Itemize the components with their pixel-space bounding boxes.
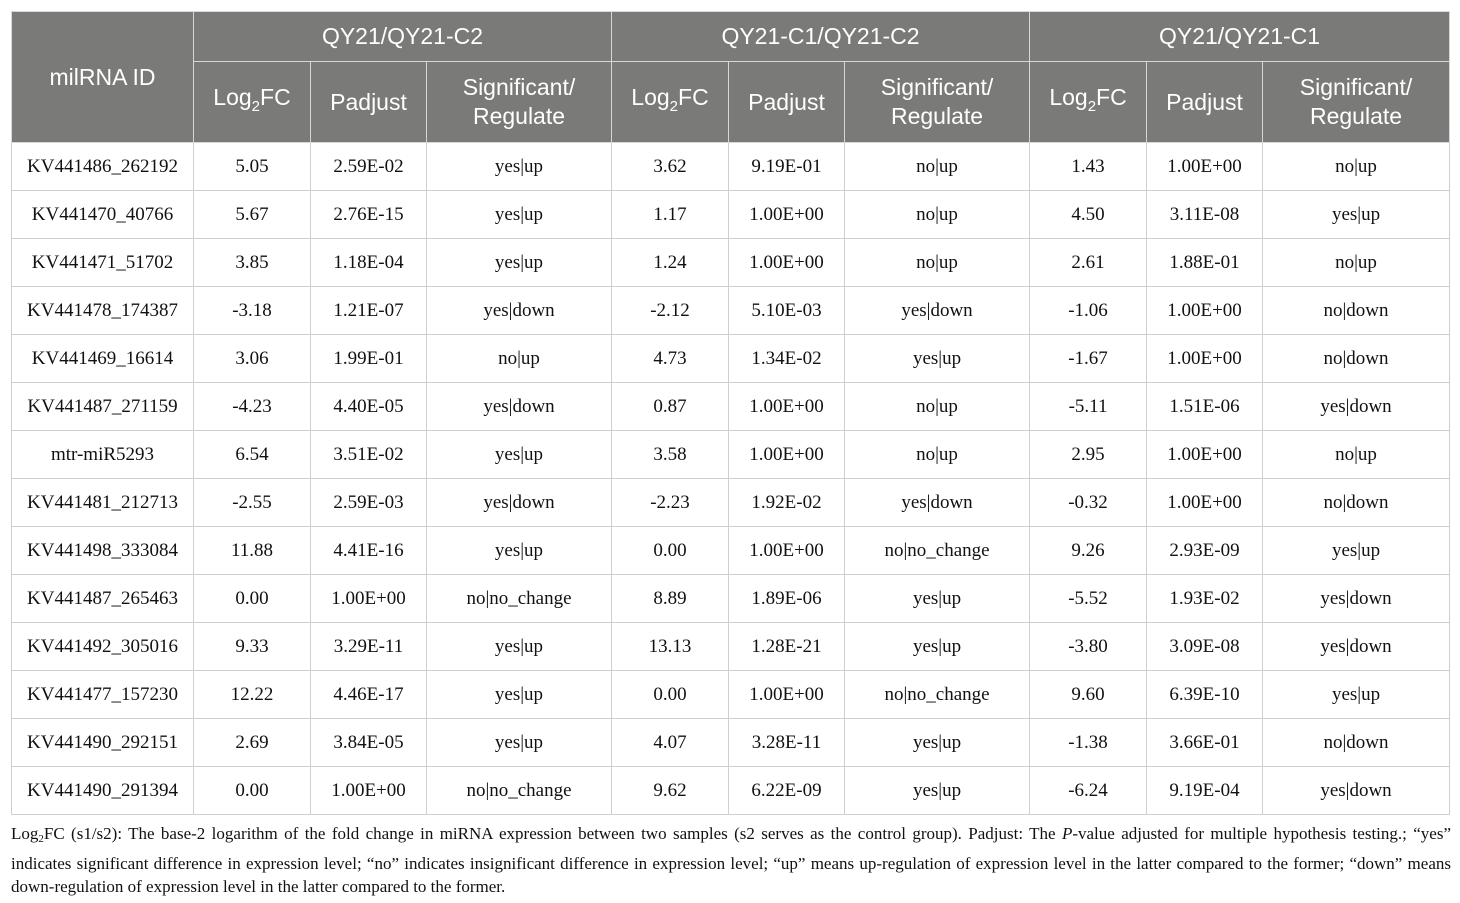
footnote-log-prefix: Log — [11, 824, 39, 843]
mirna-id-cell: KV441470_40766 — [12, 191, 194, 239]
log2fc-cell: -5.52 — [1030, 575, 1147, 623]
padjust-header: Padjust — [311, 62, 427, 143]
log2fc-cell: 9.26 — [1030, 527, 1147, 575]
log2fc-cell: 2.95 — [1030, 431, 1147, 479]
log2fc-cell: 4.73 — [612, 335, 729, 383]
log2fc-cell: 3.85 — [194, 239, 311, 287]
log2fc-cell: 3.06 — [194, 335, 311, 383]
regulate-cell: no|up — [845, 191, 1030, 239]
regulate-label: Regulate — [1309, 103, 1403, 129]
significant-label: Significant/ — [1299, 74, 1413, 100]
regulate-label: Regulate — [890, 103, 984, 129]
regulate-cell: yes|down — [427, 479, 612, 527]
log2fc-cell: -5.11 — [1030, 383, 1147, 431]
log2fc-header — [194, 62, 311, 143]
log2fc-cell: 9.62 — [612, 767, 729, 815]
footnote-part2: -value adjusted for multiple hypothesis testing.; “yes” indicates significant difference in expression level; “no” indicates insignificant difference in expression level; “up” means up-regulation of expression level in the latter compared to the former; “down” means down-regulation of expression level in the latter compared to the former. — [11, 824, 1451, 896]
padjust-header: Padjust — [1147, 62, 1263, 143]
significant-label: Significant/ — [462, 74, 576, 100]
padjust-cell: 1.00E+00 — [1147, 479, 1263, 527]
regulate-cell: yes|up — [845, 623, 1030, 671]
log2fc-cell: 0.00 — [194, 767, 311, 815]
mirna-id-cell: KV441469_16614 — [12, 335, 194, 383]
log-subscript: 2 — [251, 98, 261, 115]
table-row — [12, 527, 1450, 575]
log-suffix: FC — [1096, 84, 1127, 110]
regulate-cell: yes|up — [1263, 671, 1450, 719]
table-row — [12, 719, 1450, 767]
padjust-cell: 1.00E+00 — [1147, 431, 1263, 479]
regulate-cell: yes|down — [427, 383, 612, 431]
log2fc-cell: 13.13 — [612, 623, 729, 671]
mirna-id-cell: KV441490_291394 — [12, 767, 194, 815]
padjust-cell: 1.00E+00 — [729, 527, 845, 575]
padjust-cell: 2.76E-15 — [311, 191, 427, 239]
log2fc-cell: 12.22 — [194, 671, 311, 719]
padjust-cell: 1.51E-06 — [1147, 383, 1263, 431]
padjust-cell: 1.00E+00 — [729, 239, 845, 287]
log2fc-cell: 5.67 — [194, 191, 311, 239]
regulate-cell: yes|up — [845, 335, 1030, 383]
padjust-cell: 3.11E-08 — [1147, 191, 1263, 239]
log2fc-cell: -3.80 — [1030, 623, 1147, 671]
padjust-cell: 5.10E-03 — [729, 287, 845, 335]
table-row — [12, 575, 1450, 623]
significant-label: Significant/ — [880, 74, 994, 100]
padjust-cell: 1.00E+00 — [311, 575, 427, 623]
regulate-cell: no|up — [1263, 239, 1450, 287]
regulate-cell: yes|up — [1263, 527, 1450, 575]
footnote-p-italic: P — [1061, 824, 1073, 843]
table-row — [12, 767, 1450, 815]
padjust-cell: 1.00E+00 — [311, 767, 427, 815]
log2fc-cell: 3.62 — [612, 143, 729, 191]
padjust-cell: 1.00E+00 — [729, 431, 845, 479]
regulate-cell: no|no_change — [845, 527, 1030, 575]
log2fc-header — [612, 62, 729, 143]
padjust-header: Padjust — [729, 62, 845, 143]
regulate-cell: yes|down — [1263, 575, 1450, 623]
regulate-cell: yes|up — [845, 719, 1030, 767]
regulate-cell: yes|up — [427, 143, 612, 191]
mirna-id-cell: KV441486_262192 — [12, 143, 194, 191]
regulate-cell: yes|up — [427, 191, 612, 239]
padjust-cell: 1.89E-06 — [729, 575, 845, 623]
padjust-cell: 1.93E-02 — [1147, 575, 1263, 623]
subheader-row — [12, 62, 1450, 143]
log2fc-cell: 0.87 — [612, 383, 729, 431]
log-prefix: Log — [213, 84, 252, 110]
significant-regulate-header — [845, 62, 1030, 143]
padjust-cell: 4.40E-05 — [311, 383, 427, 431]
group-header: QY21/QY21-C1 — [1030, 12, 1450, 62]
regulate-cell: yes|up — [1263, 191, 1450, 239]
mirna-id-cell: KV441498_333084 — [12, 527, 194, 575]
padjust-cell: 6.39E-10 — [1147, 671, 1263, 719]
log2fc-cell: 9.60 — [1030, 671, 1147, 719]
mirna-id-cell: KV441481_212713 — [12, 479, 194, 527]
table-header — [12, 12, 1450, 143]
log-subscript: 2 — [669, 98, 679, 115]
regulate-cell: yes|up — [427, 623, 612, 671]
regulate-cell: no|up — [845, 431, 1030, 479]
regulate-cell: no|no_change — [427, 575, 612, 623]
regulate-cell: yes|down — [1263, 767, 1450, 815]
log2fc-cell: -1.38 — [1030, 719, 1147, 767]
log2fc-cell: 0.00 — [194, 575, 311, 623]
regulate-cell: no|up — [427, 335, 612, 383]
regulate-cell: no|down — [1263, 335, 1450, 383]
footnote-part1: FC (s1/s2): The base-2 logarithm of the fold change in miRNA expression between two samples (s2 serves as the control group). Padjust: The — [43, 824, 1062, 843]
log2fc-cell: -2.12 — [612, 287, 729, 335]
log2fc-cell: 0.00 — [612, 671, 729, 719]
log2fc-cell: 2.61 — [1030, 239, 1147, 287]
log2fc-cell: 1.24 — [612, 239, 729, 287]
log2fc-cell: 11.88 — [194, 527, 311, 575]
padjust-cell: 1.00E+00 — [729, 191, 845, 239]
regulate-cell: yes|up — [845, 575, 1030, 623]
regulate-cell: no|down — [1263, 287, 1450, 335]
table-body — [12, 143, 1450, 815]
log2fc-cell: 9.33 — [194, 623, 311, 671]
table-row — [12, 431, 1450, 479]
mirna-id-cell: KV441487_265463 — [12, 575, 194, 623]
table-row — [12, 191, 1450, 239]
table-row — [12, 239, 1450, 287]
regulate-cell: no|up — [845, 239, 1030, 287]
table-row — [12, 671, 1450, 719]
regulate-cell: yes|up — [427, 671, 612, 719]
log-prefix: Log — [631, 84, 670, 110]
padjust-cell: 2.93E-09 — [1147, 527, 1263, 575]
log2fc-cell: -6.24 — [1030, 767, 1147, 815]
mirna-expression-table — [11, 11, 1450, 815]
log2fc-cell: -1.06 — [1030, 287, 1147, 335]
mirna-id-cell: KV441492_305016 — [12, 623, 194, 671]
padjust-cell: 1.18E-04 — [311, 239, 427, 287]
log-suffix: FC — [678, 84, 709, 110]
log2fc-cell: -0.32 — [1030, 479, 1147, 527]
log2fc-cell: -2.23 — [612, 479, 729, 527]
padjust-cell: 1.34E-02 — [729, 335, 845, 383]
padjust-cell: 6.22E-09 — [729, 767, 845, 815]
regulate-cell: yes|up — [427, 239, 612, 287]
regulate-cell: yes|down — [845, 479, 1030, 527]
mirna-id-cell: KV441477_157230 — [12, 671, 194, 719]
padjust-cell: 1.00E+00 — [1147, 287, 1263, 335]
padjust-cell: 1.28E-21 — [729, 623, 845, 671]
padjust-cell: 1.00E+00 — [729, 383, 845, 431]
padjust-cell: 4.41E-16 — [311, 527, 427, 575]
log2fc-cell: 1.43 — [1030, 143, 1147, 191]
padjust-cell: 1.92E-02 — [729, 479, 845, 527]
padjust-cell: 9.19E-04 — [1147, 767, 1263, 815]
significant-regulate-header — [427, 62, 612, 143]
table-row — [12, 383, 1450, 431]
table-row — [12, 479, 1450, 527]
table-footnote — [11, 822, 1451, 899]
regulate-cell: no|up — [845, 383, 1030, 431]
regulate-cell: no|up — [845, 143, 1030, 191]
regulate-cell: no|no_change — [427, 767, 612, 815]
log2fc-cell: 0.00 — [612, 527, 729, 575]
log2fc-cell: -4.23 — [194, 383, 311, 431]
padjust-cell: 1.21E-07 — [311, 287, 427, 335]
padjust-cell: 3.51E-02 — [311, 431, 427, 479]
regulate-cell: yes|down — [845, 287, 1030, 335]
log2fc-cell: 1.17 — [612, 191, 729, 239]
group-header: QY21/QY21-C2 — [194, 12, 612, 62]
padjust-cell: 1.99E-01 — [311, 335, 427, 383]
log2fc-cell: 6.54 — [194, 431, 311, 479]
log2fc-cell: -2.55 — [194, 479, 311, 527]
log2fc-cell: 3.58 — [612, 431, 729, 479]
regulate-cell: no|up — [1263, 143, 1450, 191]
regulate-cell: no|up — [1263, 431, 1450, 479]
regulate-cell: no|no_change — [845, 671, 1030, 719]
log2fc-cell: 5.05 — [194, 143, 311, 191]
regulate-cell: yes|up — [427, 719, 612, 767]
padjust-cell: 1.88E-01 — [1147, 239, 1263, 287]
padjust-cell: 1.00E+00 — [1147, 335, 1263, 383]
regulate-cell: yes|down — [1263, 623, 1450, 671]
regulate-cell: yes|up — [427, 431, 612, 479]
regulate-cell: no|down — [1263, 719, 1450, 767]
padjust-cell: 1.00E+00 — [729, 671, 845, 719]
padjust-cell: 2.59E-02 — [311, 143, 427, 191]
log2fc-cell: 2.69 — [194, 719, 311, 767]
footnote-log-subscript: 2 — [38, 833, 44, 845]
log2fc-cell: 4.50 — [1030, 191, 1147, 239]
table-row — [12, 335, 1450, 383]
significant-regulate-header — [1263, 62, 1450, 143]
log2fc-cell: 4.07 — [612, 719, 729, 767]
table-container — [11, 11, 1449, 815]
regulate-cell: no|down — [1263, 479, 1450, 527]
padjust-cell: 3.09E-08 — [1147, 623, 1263, 671]
padjust-cell: 2.59E-03 — [311, 479, 427, 527]
padjust-cell: 3.84E-05 — [311, 719, 427, 767]
mirna-id-cell: KV441490_292151 — [12, 719, 194, 767]
mirna-id-cell: mtr-miR5293 — [12, 431, 194, 479]
regulate-label: Regulate — [472, 103, 566, 129]
mirna-id-cell: KV441487_271159 — [12, 383, 194, 431]
padjust-cell: 3.66E-01 — [1147, 719, 1263, 767]
regulate-cell: yes|down — [427, 287, 612, 335]
padjust-cell: 1.00E+00 — [1147, 143, 1263, 191]
log-suffix: FC — [260, 84, 291, 110]
group-header: QY21-C1/QY21-C2 — [612, 12, 1030, 62]
mirna-id-cell: KV441471_51702 — [12, 239, 194, 287]
log2fc-header — [1030, 62, 1147, 143]
log-prefix: Log — [1049, 84, 1088, 110]
padjust-cell: 3.29E-11 — [311, 623, 427, 671]
table-row — [12, 287, 1450, 335]
padjust-cell: 9.19E-01 — [729, 143, 845, 191]
padjust-cell: 4.46E-17 — [311, 671, 427, 719]
table-row — [12, 623, 1450, 671]
mirna-id-header: milRNA ID — [12, 12, 194, 143]
regulate-cell: yes|up — [845, 767, 1030, 815]
log2fc-cell: -3.18 — [194, 287, 311, 335]
regulate-cell: yes|down — [1263, 383, 1450, 431]
mirna-id-cell: KV441478_174387 — [12, 287, 194, 335]
padjust-cell: 3.28E-11 — [729, 719, 845, 767]
log2fc-cell: -1.67 — [1030, 335, 1147, 383]
log-subscript: 2 — [1087, 98, 1097, 115]
table-row — [12, 143, 1450, 191]
regulate-cell: yes|up — [427, 527, 612, 575]
log2fc-cell: 8.89 — [612, 575, 729, 623]
